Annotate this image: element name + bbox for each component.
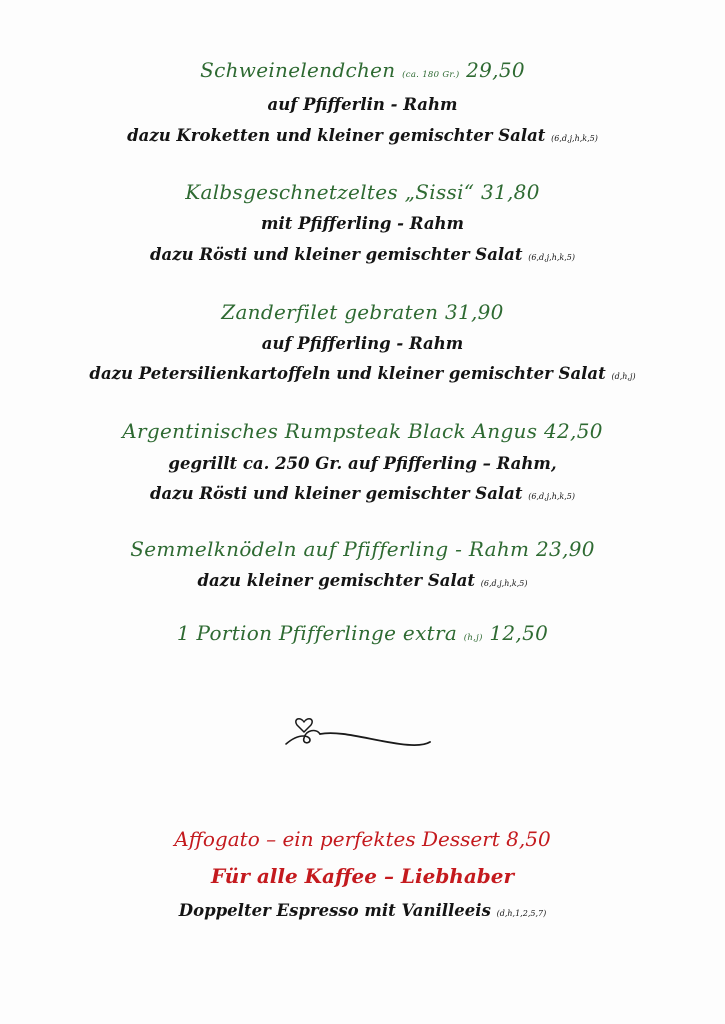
- item-allergens: (d,h,j): [611, 372, 636, 381]
- dessert-description: [0, 901, 725, 920]
- dessert-allergens: (d,h,1,2,5,7): [496, 909, 547, 918]
- item-title: [0, 537, 725, 561]
- item-side: dazu kleiner gemischter Salat: [197, 571, 476, 590]
- dessert-price: 8,50: [506, 827, 551, 851]
- item-description: [0, 484, 725, 503]
- item-title: [0, 58, 725, 82]
- item-price: 31,90: [444, 300, 504, 324]
- dessert-desc: Doppelter Espresso mit Vanilleeis: [178, 901, 491, 920]
- item-price: 23,90: [535, 537, 595, 561]
- dessert-name: Affogato – ein perfektes Dessert: [174, 827, 500, 851]
- item-name: Kalbsgeschnetzeltes „Sissi“: [185, 180, 475, 204]
- item-price: 42,50: [543, 419, 603, 443]
- item-price: 12,50: [489, 621, 549, 645]
- item-allergens: (6,d,j,h,k,5): [528, 253, 575, 262]
- item-description: [0, 245, 725, 264]
- item-side: dazu Kroketten und kleiner gemischter Salat: [127, 126, 546, 145]
- item-name: Schweinelendchen: [200, 58, 396, 82]
- item-price: 29,50: [466, 58, 525, 82]
- item-allergens: (6,d,j,h,k,5): [528, 492, 575, 501]
- item-side: dazu Rösti und kleiner gemischter Salat: [150, 245, 523, 264]
- item-title: [0, 419, 725, 443]
- item-description: [0, 364, 725, 383]
- item-name: Zanderfilet gebraten: [221, 300, 439, 324]
- item-description: auf Pfifferling - Rahm: [261, 334, 464, 353]
- item-description: mit Pfifferling - Rahm: [261, 214, 464, 233]
- item-weight-note: (ca. 180 Gr.): [402, 70, 460, 80]
- item-description: auf Pfifferlin - Rahm: [267, 95, 458, 114]
- item-price: 31,80: [480, 180, 540, 204]
- item-description: [0, 571, 725, 590]
- item-description: [0, 126, 725, 145]
- item-description: gegrillt ca. 250 Gr. auf Pfifferling – Rahm,: [168, 454, 557, 473]
- item-allergens: (h,j): [463, 633, 483, 643]
- item-title: [0, 300, 725, 324]
- item-allergens: (6,d,j,h,k,5): [551, 134, 598, 143]
- item-name: Argentinisches Rumpsteak Black Angus: [122, 419, 538, 443]
- heart-swirl-icon: [280, 706, 440, 766]
- item-name: 1 Portion Pfifferlinge extra: [176, 621, 458, 645]
- item-name: Semmelknödeln auf Pfifferling - Rahm: [130, 537, 530, 561]
- item-allergens: (6,d,j,h,k,5): [480, 579, 528, 588]
- item-side: dazu Rösti und kleiner gemischter Salat: [150, 484, 523, 503]
- dessert-subtitle: Für alle Kaffee – Liebhaber: [210, 864, 515, 888]
- item-title: [0, 621, 725, 645]
- item-side: dazu Petersilienkartoffeln und kleiner gemischter Salat: [89, 364, 606, 383]
- dessert-title: [0, 827, 725, 851]
- item-title: [0, 180, 725, 204]
